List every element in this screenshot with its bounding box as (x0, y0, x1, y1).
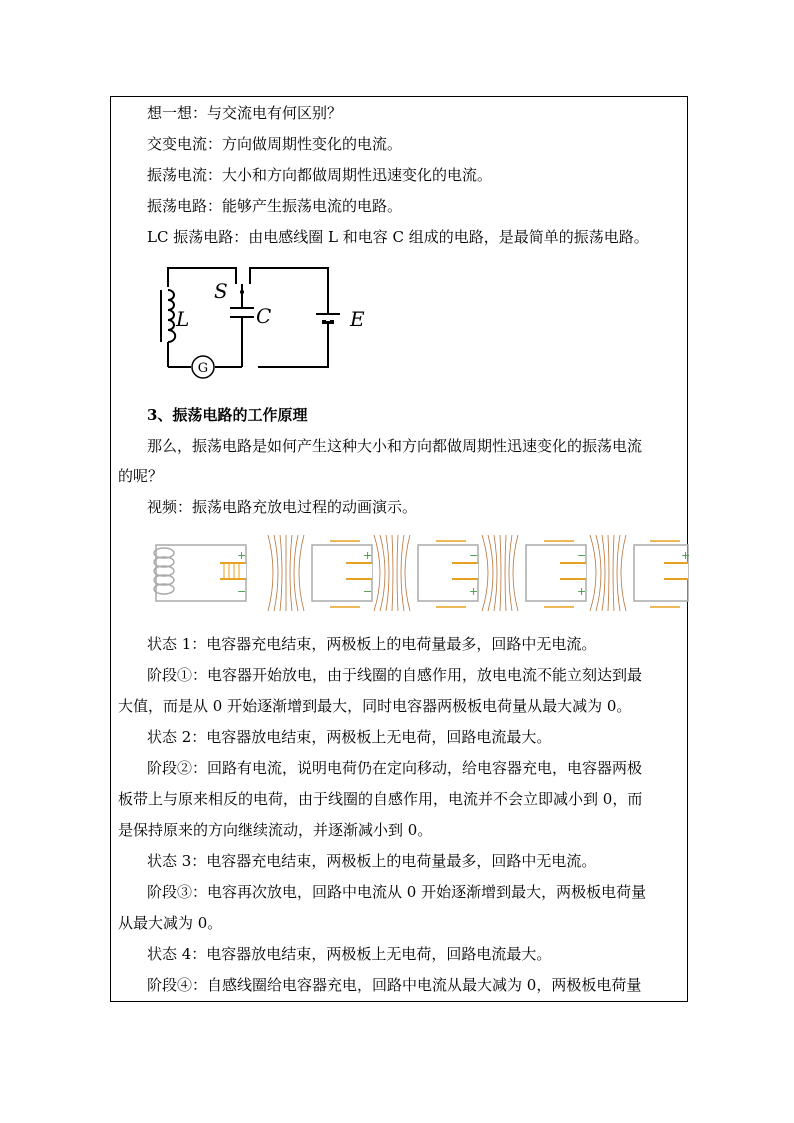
plus-sign: + (469, 585, 479, 598)
plus-sign: + (577, 585, 587, 598)
intro-line-2: 的呢？ (118, 467, 164, 485)
minus-sign: − (237, 585, 247, 598)
galvanometer-label: G (197, 361, 209, 376)
plus-sign: + (363, 549, 373, 562)
plus-sign: + (237, 549, 247, 562)
battery-label: E (350, 307, 365, 331)
animation-frame-5 (590, 535, 690, 611)
animation-frame-1 (154, 545, 246, 601)
state-4: 状态 4：电容器放电结束，两极板上无电荷，回路电流最大。 (147, 945, 552, 963)
minus-sign: − (577, 549, 587, 562)
think-question: 想一想：与交流电有何区别？ (147, 104, 343, 122)
ac-definition: 交变电流：方向做周期性变化的电流。 (147, 135, 403, 153)
stage-3-line-1: 阶段③：电容再次放电，回路中电流从 0 开始逐渐增到最大，两极板电荷量 (147, 883, 647, 901)
inductor-label: L (176, 307, 190, 331)
intro-line-1: 那么，振荡电路是如何产生这种大小和方向都做周期性迅速变化的振荡电流 (147, 437, 643, 455)
video-line: 视频：振荡电路充放电过程的动画演示。 (147, 498, 418, 516)
stage-1-line-2: 大值，而是从 0 开始逐渐增到最大，同时电容器两极板电荷量从最大减为 0。 (118, 697, 632, 715)
minus-sign: − (469, 549, 479, 562)
stage-2-line-1: 阶段②：回路有电流，说明电荷仍在定向移动，给电容器充电，电容器两极 (147, 759, 643, 777)
stage-1-line-1: 阶段①：电容器开始放电，由于线圈的自感作用，放电电流不能立刻达到最 (147, 666, 643, 684)
lc-circuit-definition: LC 振荡电路：由电感线圈 L 和电容 C 组成的电路，是最简单的振荡电路。 (147, 228, 649, 246)
state-1: 状态 1：电容器充电结束，两极板上的电荷量最多，回路中无电流。 (147, 635, 597, 653)
animation-frame-4 (482, 535, 586, 611)
stage-4-line-1: 阶段④：自感线圈给电容器充电，回路中电流从最大减为 0，两极板电荷量 (147, 976, 642, 994)
oscillating-current-definition: 振荡电流：大小和方向都做周期性迅速变化的电流。 (147, 166, 493, 184)
state-2: 状态 2：电容器放电结束，两极板上无电荷，回路电流最大。 (147, 728, 552, 746)
section-title: 3、振荡电路的工作原理 (147, 406, 308, 424)
oscillating-circuit-definition: 振荡电路：能够产生振荡电流的电路。 (147, 197, 403, 215)
lc-circuit-diagram (150, 262, 380, 387)
stage-2-line-2: 板带上与原来相反的电荷，由于线圈的自感作用，电流并不会立即减小到 0，而 (118, 790, 643, 808)
plus-sign: + (681, 549, 690, 562)
inductor-coil (161, 290, 175, 342)
switch-label: S (214, 279, 228, 303)
state-3: 状态 3：电容器充电结束，两极板上的电荷量最多，回路中无电流。 (147, 852, 597, 870)
minus-sign: − (363, 585, 373, 598)
capacitor-label: C (256, 304, 272, 328)
animation-frame-2 (268, 535, 372, 611)
animation-frame-3 (374, 535, 478, 611)
stage-2-line-3: 是保持原来的方向继续流动，并逐渐减小到 0。 (118, 821, 433, 839)
stage-3-line-2: 从最大减为 0。 (118, 914, 223, 932)
oscillation-animation-strip (150, 533, 690, 613)
